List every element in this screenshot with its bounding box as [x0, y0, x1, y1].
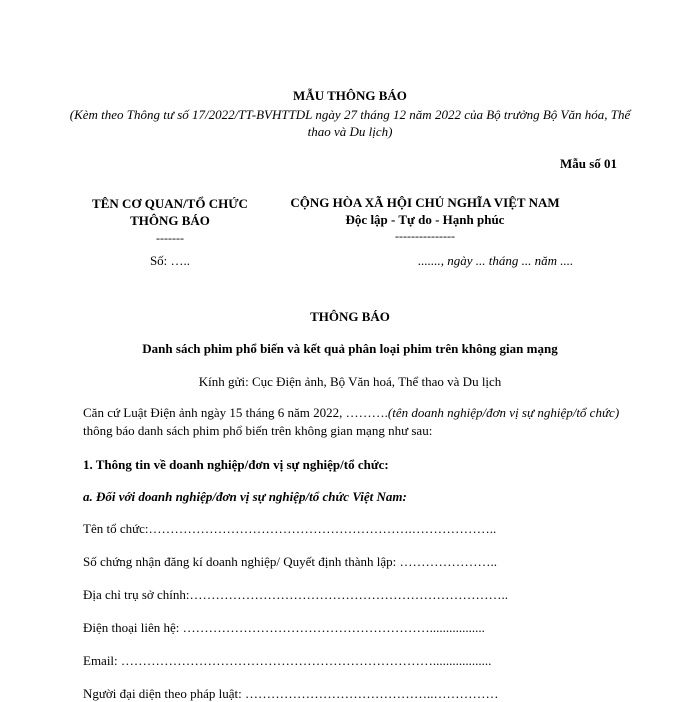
field-legal-representative: Người đại diện theo pháp luật: ……………………………………..……………	[83, 686, 499, 701]
field-email: Email: ………………………………………………………………..................	[83, 653, 492, 668]
document-number: Số: …..	[149, 253, 191, 268]
legal-basis-paragraph	[83, 404, 623, 440]
section-1-heading: 1. Thông tin về doanh nghiệp/đơn vị sự nghiệp/tổ chức:	[83, 457, 389, 472]
field-registration-number: Số chứng nhận đăng kí doanh nghiệp/ Quyết định thành lập: …………………..	[83, 554, 497, 569]
date-line: ......., ngày ... tháng ... năm ....	[418, 253, 574, 268]
field-head-office-address: Địa chỉ trụ sở chính:………………………………………………………………..	[83, 587, 509, 602]
basis-text-start: Căn cứ Luật Điện ảnh ngày 15 tháng 6 năm 2022, ……….	[83, 405, 388, 420]
section-1a-heading: a. Đối với doanh nghiệp/đơn vị sự nghiệp/tổ chức Việt Nam:	[83, 489, 407, 504]
field-organization-name: Tên tổ chức:…………………………………………………….………………..	[83, 521, 497, 536]
organization-name: TÊN CƠ QUAN/TỔ CHỨC THÔNG BÁO	[92, 196, 248, 228]
national-title: CỘNG HÒA XÃ HỘI CHỦ NGHĨA VIỆT NAM	[290, 195, 560, 210]
notice-title: THÔNG BÁO	[310, 309, 390, 324]
basis-text-end: thông báo danh sách phim phổ biến trên không gian mạng như sau:	[83, 423, 433, 438]
form-subtitle: (Kèm theo Thông tư số 17/2022/TT-BVHTTDL ngày 27 tháng 12 năm 2022 của Bộ trưởng Bộ Văn hóa, Thể thao và Du lịch)	[69, 107, 631, 139]
basis-text-italic: (tên doanh nghiệp/đơn vị sự nghiệp/tổ chức)	[387, 405, 620, 420]
recipient-line: Kính gửi: Cục Điện ảnh, Bộ Văn hoá, Thể thao và Du lịch	[198, 374, 502, 389]
notice-subject: Danh sách phim phổ biến và kết quả phân loại phim trên không gian mạng	[142, 341, 558, 356]
form-number: Mẫu số 01	[559, 156, 617, 171]
form-title: MẪU THÔNG BÁO	[293, 88, 407, 103]
national-motto: Độc lập - Tự do - Hạnh phúc	[345, 212, 505, 227]
field-phone: Điện thoại liên hệ: ………………………………………………….................	[83, 620, 485, 635]
left-divider: -------	[156, 231, 184, 245]
right-divider: ---------------	[395, 229, 455, 243]
